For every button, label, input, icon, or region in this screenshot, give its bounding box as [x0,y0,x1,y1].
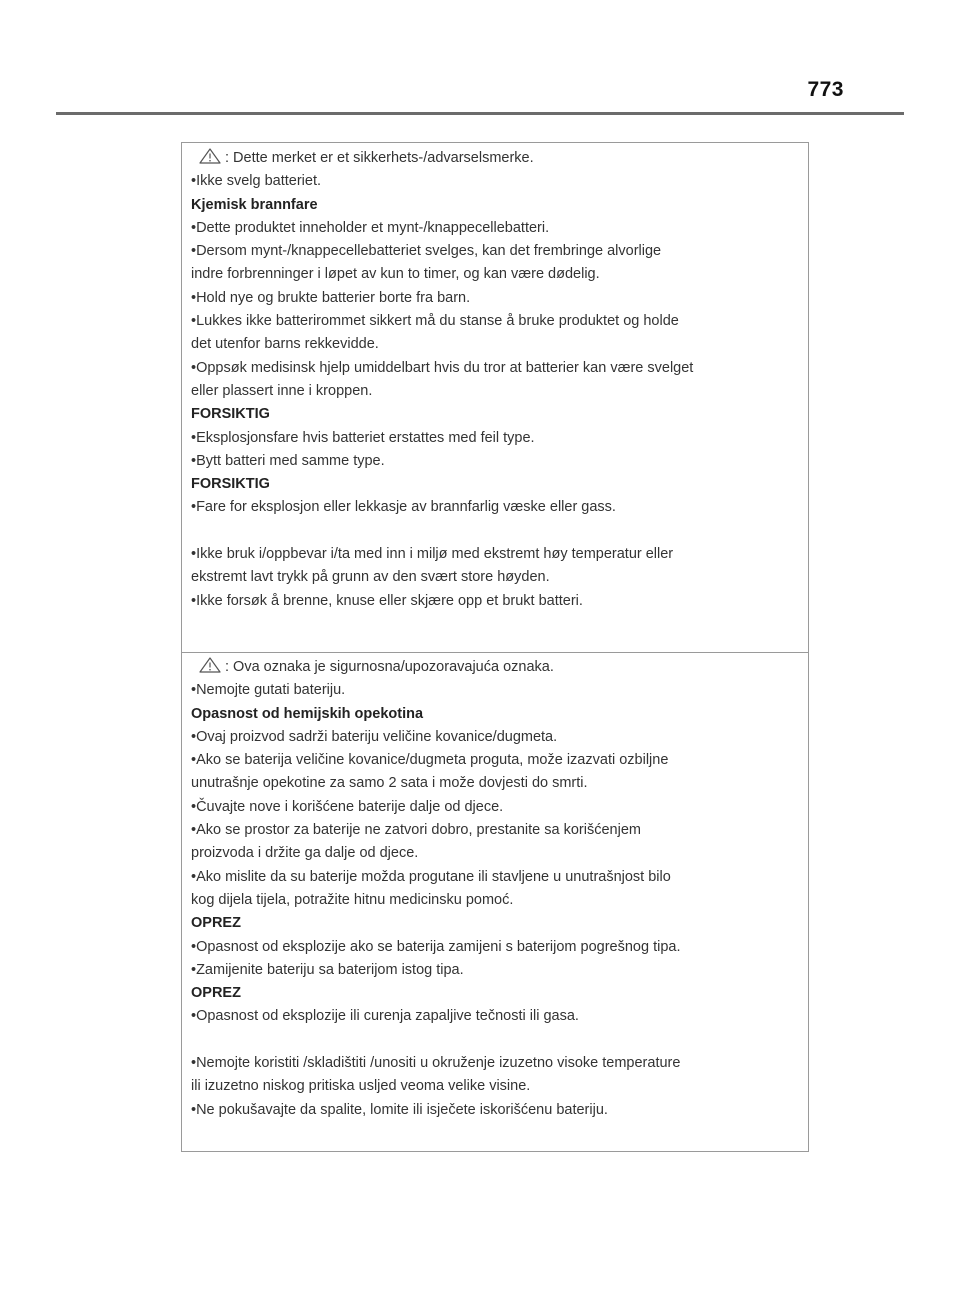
text-line: •Ikke bruk i/oppbevar i/ta med inn i miljø med ekstremt høy temperatur eller [191,546,674,563]
text-line: •Ovaj proizvod sadrži bateriju veličine kovanice/dugmeta. [191,728,558,745]
warning-text: : Ova oznaka je sigurnosna/upozoravajuća oznaka. [225,659,554,675]
section-heading: OPREZ [191,985,241,1002]
notice-lines [191,679,792,1122]
warning-triangle-icon [199,657,221,673]
text-line: •Ne pokušavajte da spalite, lomite ili isječete iskorišćenu bateriju. [191,1101,608,1118]
section-heading: FORSIKTIG [191,476,270,493]
text-line: •Lukkes ikke batterirommet sikkert må du stanse å bruke produktet og holde [191,313,679,330]
section-heading: OPREZ [191,915,241,932]
blank-line [191,1029,792,1052]
notice-section-bosnian [182,652,808,1122]
text-line: •Ikke svelg batteriet. [191,173,321,190]
text-line: •Bytt batteri med samme type. [191,452,385,469]
text-line: •Ako se prostor za baterije ne zatvori dobro, prestanite sa korišćenjem [191,822,641,839]
text-line: •Opasnost od eksplozije ako se baterija zamijeni s baterijom pogrešnog tipa. [191,938,681,955]
text-line: •Zamijenite bateriju sa baterijom istog tipa. [191,961,464,978]
text-line: proizvoda i držite ga dalje od djece. [191,845,419,862]
text-line: ekstremt lavt trykk på grunn av den svært store høyden. [191,569,550,586]
text-line: •Ako se baterija veličine kovanice/dugmeta proguta, može izazvati ozbiljne [191,752,669,769]
warning-triangle-icon [199,148,221,164]
text-line: •Dette produktet inneholder et mynt-/knappecellebatteri. [191,219,550,236]
text-line: •Oppsøk medisinsk hjelp umiddelbart hvis du tror at batterier kan være svelget [191,359,694,376]
text-line: indre forbrenninger i løpet av kun to timer, og kan være dødelig. [191,266,600,283]
text-line: •Opasnost od eksplozije ili curenja zapaljive tečnosti ili gasa. [191,1008,579,1025]
text-line: •Dersom mynt-/knappecellebatteriet svelges, kan det frembringe alvorlige [191,243,662,260]
text-line: •Čuvajte nove i korišćene baterije dalje od djece. [191,798,504,815]
text-line: •Nemojte gutati bateriju. [191,682,346,699]
text-line: •Nemojte koristiti /skladištiti /unositi u okruženje izuzetno visoke temperature [191,1055,681,1072]
battery-safety-notice [181,142,809,1152]
warning-line [191,656,792,679]
text-line: •Hold nye og brukte batterier borte fra barn. [191,289,471,306]
text-line: ili izuzetno niskog pritiska usljed veoma velike visine. [191,1078,531,1095]
blank-line [191,520,792,543]
text-line: •Ako mislite da su baterije možda progutane ili stavljene u unutrašnjost bilo [191,868,671,885]
text-line: unutrašnje opekotine za samo 2 sata i može dovjesti do smrti. [191,775,588,792]
page-number: 773 [807,78,844,101]
text-line: det utenfor barns rekkevidde. [191,336,379,353]
section-heading: Kjemisk brannfare [191,196,318,213]
header-rule [56,112,904,115]
text-line: kog dijela tijela, potražite hitnu medicinsku pomoć. [191,891,514,908]
warning-text: : Dette merket er et sikkerhets-/advarselsmerke. [225,150,534,166]
text-line: •Eksplosjonsfare hvis batteriet erstattes med feil type. [191,429,535,446]
text-line: •Fare for eksplosjon eller lekkasje av brannfarlig væske eller gass. [191,499,616,516]
notice-section-norwegian [182,147,808,613]
section-heading: Opasnost od hemijskih opekotina [191,705,424,722]
section-heading: FORSIKTIG [191,406,270,423]
text-line: •Ikke forsøk å brenne, knuse eller skjære opp et brukt batteri. [191,592,583,609]
text-line: eller plassert inne i kroppen. [191,382,373,399]
notice-lines [191,170,792,613]
warning-line [191,147,792,170]
